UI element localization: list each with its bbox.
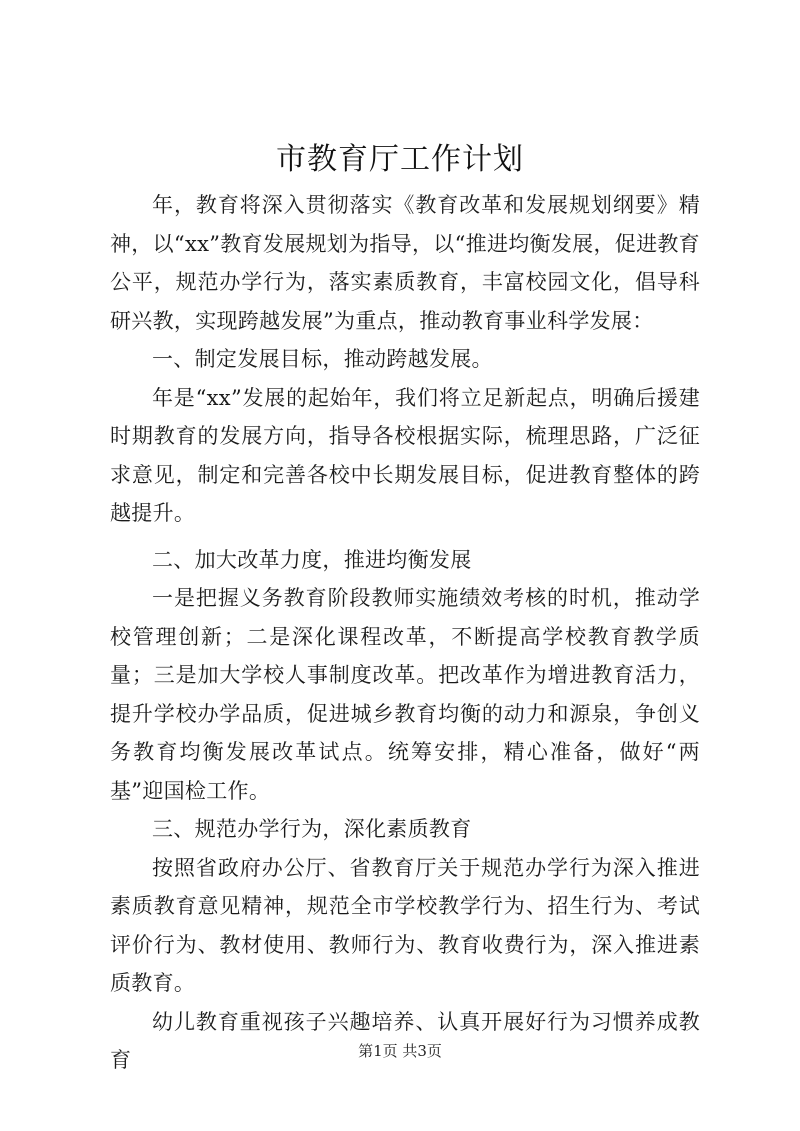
document-body [110, 186, 700, 1080]
intro-paragraph: 年，教育将深入贯彻落实《教育改革和发展规划纲要》精神，以“xx”教育发展规划为指导，以“推进均衡发展，促进教育公平，规范办学行为，落实素质教育，丰富校园文化，倡导科研兴教，实现跨越发展”为重点，推动教育事业科学发展： [110, 193, 700, 333]
section-3-paragraph-2: 幼儿教育重视孩子兴趣培养、认真开展好行为习惯养成教育 [110, 1009, 700, 1072]
section-heading-3: 三、规范办学行为，深化素质教育 [152, 817, 472, 841]
section-1-paragraph: 年是“xx”发展的起始年，我们将立足新起点，明确后援建时期教育的发展方向，指导各校根据实际，梳理思路，广泛征求意见，制定和完善各校中长期发展目标，促进教育整体的跨越提升。 [110, 385, 700, 525]
page-number-footer: 第1页 共3页 [358, 1042, 442, 1060]
section-heading-1: 一、制定发展目标，推动跨越发展。 [152, 347, 493, 371]
section-heading-2: 二、加大改革力度，推进均衡发展 [152, 547, 472, 572]
document-title: 市教育厅工作计划 [276, 142, 524, 177]
section-2-paragraph: 一是把握义务教育阶段教师实施绩效考核的时机，推动学校管理创新；二是深化课程改革，不断提高学校教育教学质量；三是加大学校人事制度改革。把改革作为增进教育活力，提升学校办学品质，促进城乡教育均衡的动力和源泉，争创义务教育均衡发展改革试点。统筹安排，精心准备，做好“两基”迎国检工作。 [110, 586, 700, 803]
section-3-paragraph: 按照省政府办公厅、省教育厅关于规范办学行为深入推进素质教育意见精神，规范全市学校教学行为、招生行为、考试评价行为、教材使用、教师行为、教育收费行为，深入推进素质教育。 [110, 855, 700, 995]
